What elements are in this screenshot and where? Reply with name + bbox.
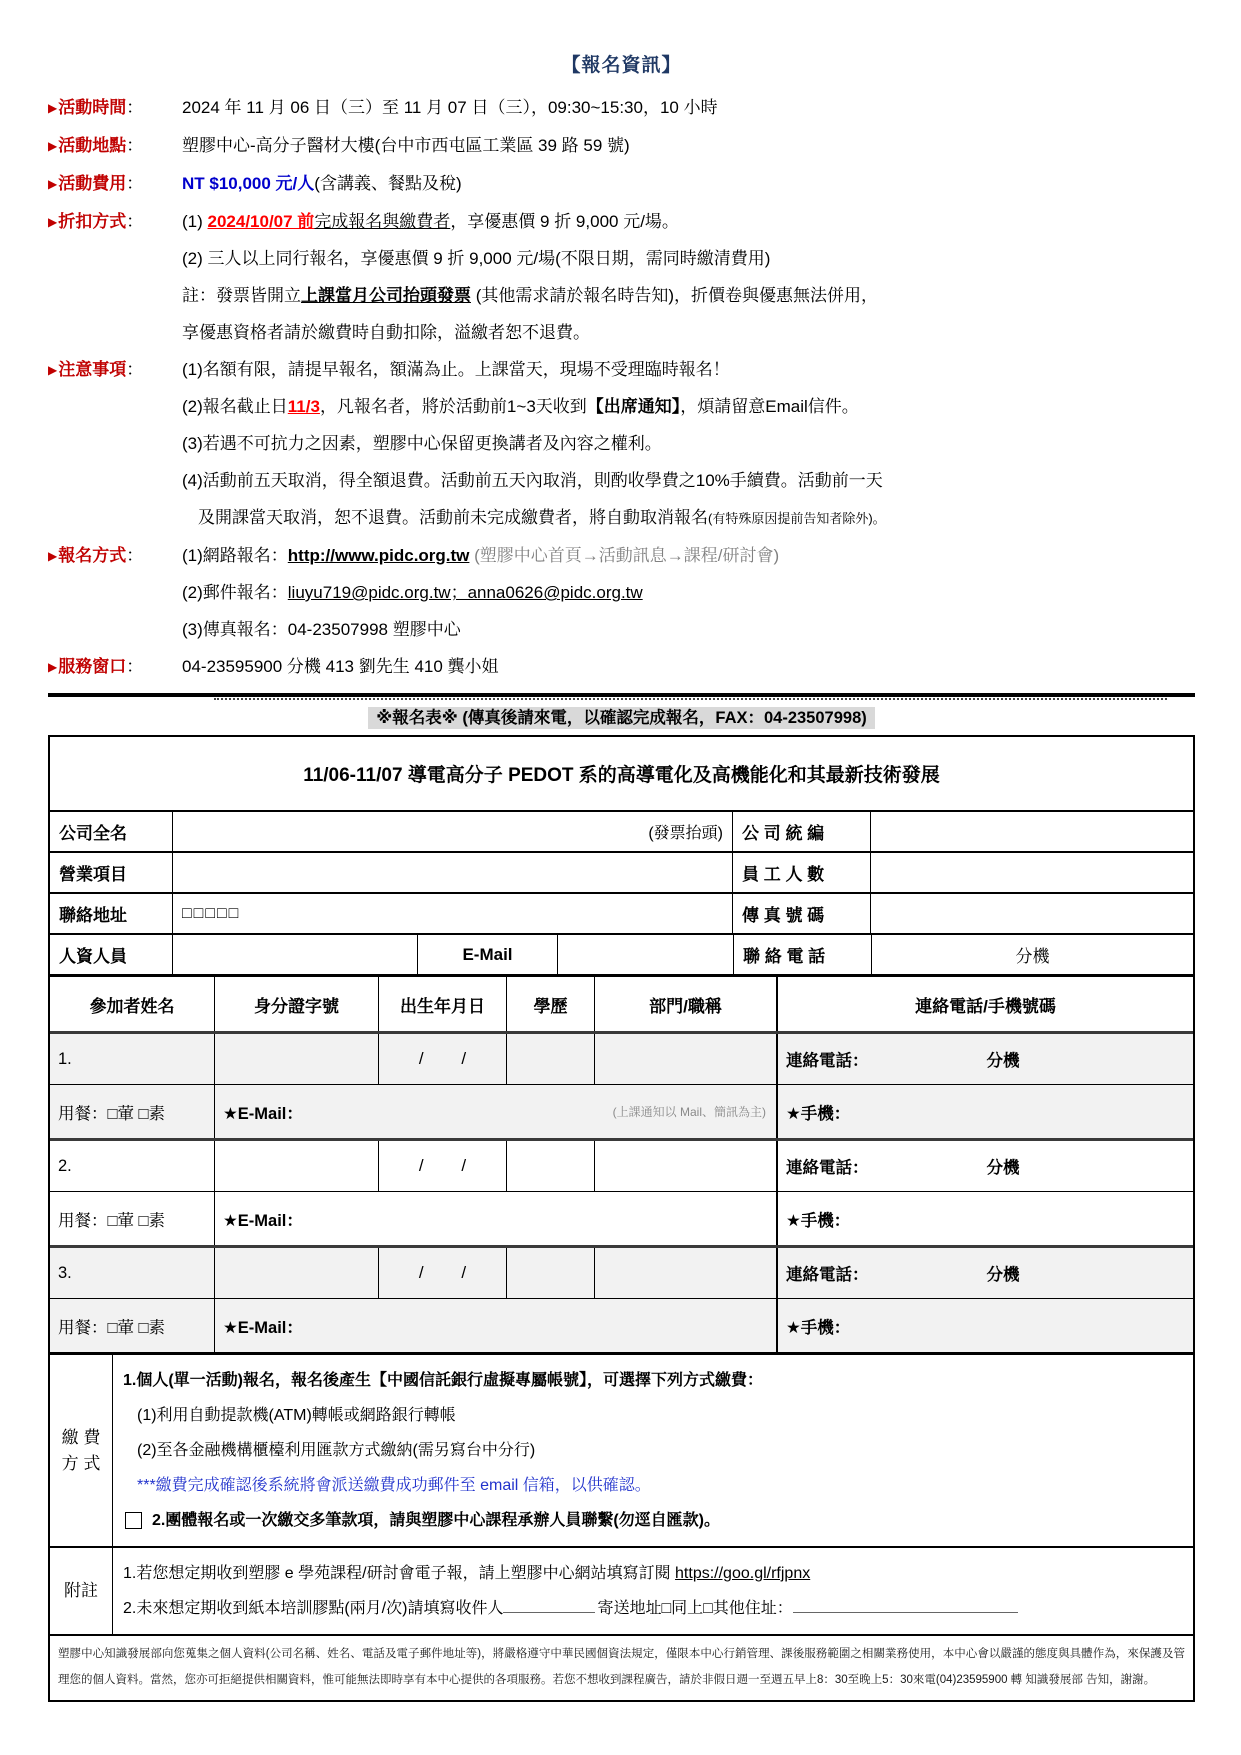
participant-1-phone-field[interactable]: 連絡電話： 分機 [776, 1034, 1193, 1084]
payment-sub-1: (1)利用自動提款機(ATM)轉帳或網路銀行轉帳 [137, 1407, 456, 1424]
participant-3-row [50, 1245, 1193, 1298]
discount-content [182, 203, 1195, 351]
info-section [48, 89, 1195, 686]
info-row-notes [48, 351, 1195, 537]
discount-line-3: 註：發票皆開立上課當月公司抬頭發票 (其他需求請於報名時告知)，折價卷與優惠無法併用， [182, 286, 879, 305]
participant-1-id-field[interactable] [214, 1034, 378, 1084]
discount-label: ▶折扣方式： [48, 212, 144, 231]
participant-3-dob-field[interactable]: / / [378, 1248, 506, 1298]
info-row-fee [48, 165, 1195, 203]
fee-amount: NT $10,000 元/人 [182, 174, 315, 193]
notes-line-4: (4)活動前五天取消，得全額退費。活動前五天內取消，則酌收學費之10%手續費。活動前一天 [182, 471, 883, 490]
signup-line-fax: (3)傳真報名：04-23507998 塑膠中心 [182, 620, 461, 639]
recipient-blank-field[interactable] [503, 1598, 595, 1613]
bullet-icon: ▶ [48, 139, 58, 153]
service-value: 04-23595900 分機 413 劉先生 410 龔小姐 [182, 657, 499, 676]
section-divider [48, 693, 1195, 700]
participant-2-meal-choice[interactable]: 用餐：□葷 □素 [58, 1211, 166, 1230]
invoice-title-note: (發票抬頭) [648, 825, 723, 842]
hr-label: 人資人員 [59, 947, 127, 966]
bullet-icon: ▶ [48, 363, 58, 377]
hr-field[interactable] [172, 935, 417, 974]
info-row-service [48, 648, 1195, 686]
fee-value: NT $10,000 元/人(含講義、餐點及稅) [182, 174, 462, 193]
extra-note-1: 1.若您想定期收到塑膠 e 學苑課程/研討會電子報，請上塑膠中心網站填寫訂閱 https://goo.gl/rfjpnx [123, 1565, 811, 1582]
participant-1-row [50, 1031, 1193, 1084]
participant-3-education-field[interactable] [506, 1248, 594, 1298]
participant-2-number: 2. [58, 1156, 72, 1175]
participant-1-number: 1. [58, 1049, 72, 1068]
bullet-icon: ▶ [48, 549, 58, 563]
participant-3-meal-choice[interactable]: 用餐：□葷 □素 [58, 1318, 166, 1337]
participant-1-meal-choice[interactable]: 用餐：□葷 □素 [58, 1104, 166, 1123]
signup-line-web: (1)網路報名：http://www.pidc.org.tw (塑膠中心首頁→活動訊息→課程/研討會) [182, 546, 780, 565]
business-field[interactable] [172, 853, 732, 892]
bullet-icon: ▶ [48, 215, 58, 229]
notes-line-5: 及開課當天取消，恕不退費。活動前未完成繳費者，將自動取消報名(有特殊原因提前告知者除外)。 [198, 508, 886, 527]
form-banner [48, 704, 1195, 728]
payment-item-2: 2.團體報名或一次繳交多筆款項，請與塑膠中心課程承辦人員聯繫(勿逕自匯款)。 [152, 1512, 721, 1529]
website-link[interactable]: http://www.pidc.org.tw [287, 546, 470, 565]
tax-id-field[interactable] [870, 812, 1193, 851]
header-name: 參加者姓名 [89, 996, 175, 1016]
participant-1-dob-field[interactable]: / / [378, 1034, 506, 1084]
notes-line-2: (2)報名截止日11/3，凡報名者，將於活動前1~3天收到【出席通知】，煩請留意Email信件。 [182, 397, 859, 416]
bullet-icon: ▶ [48, 660, 58, 674]
hr-email-field[interactable] [557, 935, 733, 974]
notes-section-label: 附註 [50, 1548, 113, 1634]
participant-1-education-field[interactable] [506, 1034, 594, 1084]
company-row-hr [50, 933, 1193, 974]
email-note: (上課通知以 Mail、簡訊為主) [612, 1105, 766, 1119]
fax-field[interactable] [870, 894, 1193, 933]
service-label: ▶服務窗口： [48, 657, 144, 676]
dotted-rule [214, 698, 1167, 700]
discount-line-1: (1) 2024/10/07 前完成報名與繳費者，享優惠價 9 折 9,000 元/場。 [182, 212, 679, 231]
payment-body [113, 1355, 1193, 1546]
participant-3-dept-field[interactable] [594, 1248, 776, 1298]
notes-label: ▶注意事項： [48, 360, 144, 379]
participant-3-detail-row [50, 1298, 1193, 1352]
signup-content [182, 537, 1195, 648]
privacy-fine-print: 塑膠中心知識發展部向您蒐集之個人資料(公司名稱、姓名、電話及電子郵件地址等)，將嚴格遵守中華民國個資法規定，僅限本中心行銷管理、課後服務範圍之相關業務使用，本中心會以嚴謹的態度與具體作為，來保護及管理您的個人資料。當然，您亦可拒絕提供相關資料，惟可能無法即時享有本中心提供的各項服務。若您不想收到課程廣告，請於非假日週一至週五早上8：30至晚上5：30來電(04)23595900 轉 知識發展部 告知，謝謝。 [50, 1634, 1193, 1700]
discount-line-2: (2) 三人以上同行報名，享優惠價 9 折 9,000 元/場(不限日期，需同時繳清費用) [182, 249, 771, 268]
participant-2-row [50, 1138, 1193, 1191]
signup-deadline: 11/3 [287, 397, 320, 416]
participant-3-email-field[interactable]: ★E-Mail： [214, 1299, 776, 1352]
notes-line-1: (1)名額有限，請提早報名，額滿為止。上課當天，現場不受理臨時報名！ [182, 360, 730, 379]
participant-3-id-field[interactable] [214, 1248, 378, 1298]
company-row-address [50, 892, 1193, 933]
participant-2-detail-row [50, 1191, 1193, 1245]
company-row-name [50, 810, 1193, 851]
payment-section-label: 繳 費 方 式 [50, 1355, 113, 1546]
header-education: 學歷 [506, 977, 594, 1031]
deadline-date: 2024/10/07 前 [207, 212, 315, 231]
group-payment-checkbox[interactable] [125, 1512, 142, 1529]
contact-phone-label: 聯 絡 電 話 [733, 935, 871, 974]
header-id: 身分證字號 [214, 977, 378, 1031]
company-name-label: 公司全名 [59, 824, 127, 843]
notes-content [182, 351, 1195, 537]
header-dob: 出生年月日 [378, 977, 506, 1031]
registration-form [48, 735, 1195, 1702]
header-dept: 部門/職稱 [594, 977, 776, 1031]
participant-2-mobile-field[interactable]: ★手機： [776, 1192, 1193, 1245]
participant-1-detail-row [50, 1084, 1193, 1138]
page-title: 【報名資訊】 [561, 55, 682, 76]
email-links[interactable]: liuyu719@pidc.org.tw；anna0626@pidc.org.tw [287, 583, 643, 602]
participant-2-dept-field[interactable] [594, 1141, 776, 1191]
address-blank-field[interactable] [793, 1598, 1018, 1613]
address-field[interactable] [172, 894, 732, 933]
bullet-icon: ▶ [48, 177, 58, 191]
participant-3-mobile-field[interactable]: ★手機： [776, 1299, 1193, 1352]
participant-2-email-field[interactable]: ★E-Mail： [214, 1192, 776, 1245]
fax-label: 傳 真 號 碼 [732, 894, 870, 933]
tax-id-label: 公 司 統 編 [732, 812, 870, 851]
time-value: 2024 年 11 月 06 日（三）至 11 月 07 日（三），09:30~15:30，10 小時 [182, 98, 718, 117]
address-label: 聯絡地址 [59, 906, 127, 925]
info-row-time [48, 89, 1195, 127]
fee-label: ▶活動費用： [48, 174, 144, 193]
header-phone: 連絡電話/手機號碼 [776, 977, 1193, 1031]
participant-2-dob-field[interactable]: / / [378, 1141, 506, 1191]
payment-item-1: 1.個人(單一活動)報名，報名後產生【中國信託銀行虛擬專屬帳號】，可選擇下列方式繳費： [123, 1372, 764, 1389]
business-label: 營業項目 [59, 865, 127, 884]
contact-ext-field[interactable]: 分機 [871, 935, 1193, 974]
participant-1-mobile-field[interactable]: ★手機： [776, 1085, 1193, 1138]
participant-3-number: 3. [58, 1263, 72, 1282]
participant-1-email-field[interactable]: ★E-Mail： (上課通知以 Mail、簡訊為主) [214, 1085, 776, 1138]
postal-code-boxes: □□□□□ [182, 904, 241, 922]
participant-2-education-field[interactable] [506, 1141, 594, 1191]
info-row-place [48, 127, 1195, 165]
company-name-field[interactable] [172, 812, 732, 851]
notes-line-3: (3)若遇不可抗力之因素，塑膠中心保留更換講者及內容之權利。 [182, 434, 662, 453]
employees-field[interactable] [870, 853, 1193, 892]
info-row-signup [48, 537, 1195, 648]
place-label: ▶活動地點： [48, 136, 144, 155]
signup-label: ▶報名方式： [48, 546, 144, 565]
participant-2-id-field[interactable] [214, 1141, 378, 1191]
bullet-icon: ▶ [48, 101, 58, 115]
form-banner-text: ※報名表※ (傳真後請來電，以確認完成報名，FAX：04-23507998) [368, 707, 875, 729]
newsletter-link[interactable]: https://goo.gl/rfjpnx [675, 1565, 811, 1582]
notes-body [113, 1548, 1193, 1634]
discount-line-4: 享優惠資格者請於繳費時自動扣除，溢繳者恕不退費。 [182, 323, 590, 342]
time-label: ▶活動時間： [48, 98, 144, 117]
notes-section [50, 1546, 1193, 1634]
signup-line-mail: (2)郵件報名：liuyu719@pidc.org.tw；anna0626@pidc.org.tw [182, 583, 643, 602]
participant-1-dept-field[interactable] [594, 1034, 776, 1084]
participant-2-phone-field[interactable]: 連絡電話： 分機 [776, 1141, 1193, 1191]
payment-section [50, 1352, 1193, 1546]
place-value: 塑膠中心-高分子醫材大樓(台中市西屯區工業區 39 路 59 號) [182, 136, 630, 155]
extra-note-2: 2.未來想定期收到紙本培訓膠點(兩月/次)請填寫收件人 寄送地址□同上□其他住址： [123, 1591, 1181, 1626]
payment-item-2-row [123, 1503, 1181, 1538]
payment-sub-2: (2)至各金融機構櫃檯利用匯款方式繳納(需另寫台中分行) [137, 1442, 536, 1459]
participant-3-phone-field[interactable]: 連絡電話： 分機 [776, 1248, 1193, 1298]
hr-email-label: E-Mail [417, 935, 557, 974]
employees-label: 員 工 人 數 [732, 853, 870, 892]
info-row-discount [48, 203, 1195, 351]
payment-confirm-note: ***繳費完成確認後系統將會派送繳費成功郵件至 email 信箱，以供確認。 [137, 1477, 651, 1494]
form-title: 11/06-11/07 導電高分子 PEDOT 系的高導電化及高機能化和其最新技術發展 [303, 765, 940, 786]
participant-header-row [50, 974, 1193, 1031]
company-row-business [50, 851, 1193, 892]
